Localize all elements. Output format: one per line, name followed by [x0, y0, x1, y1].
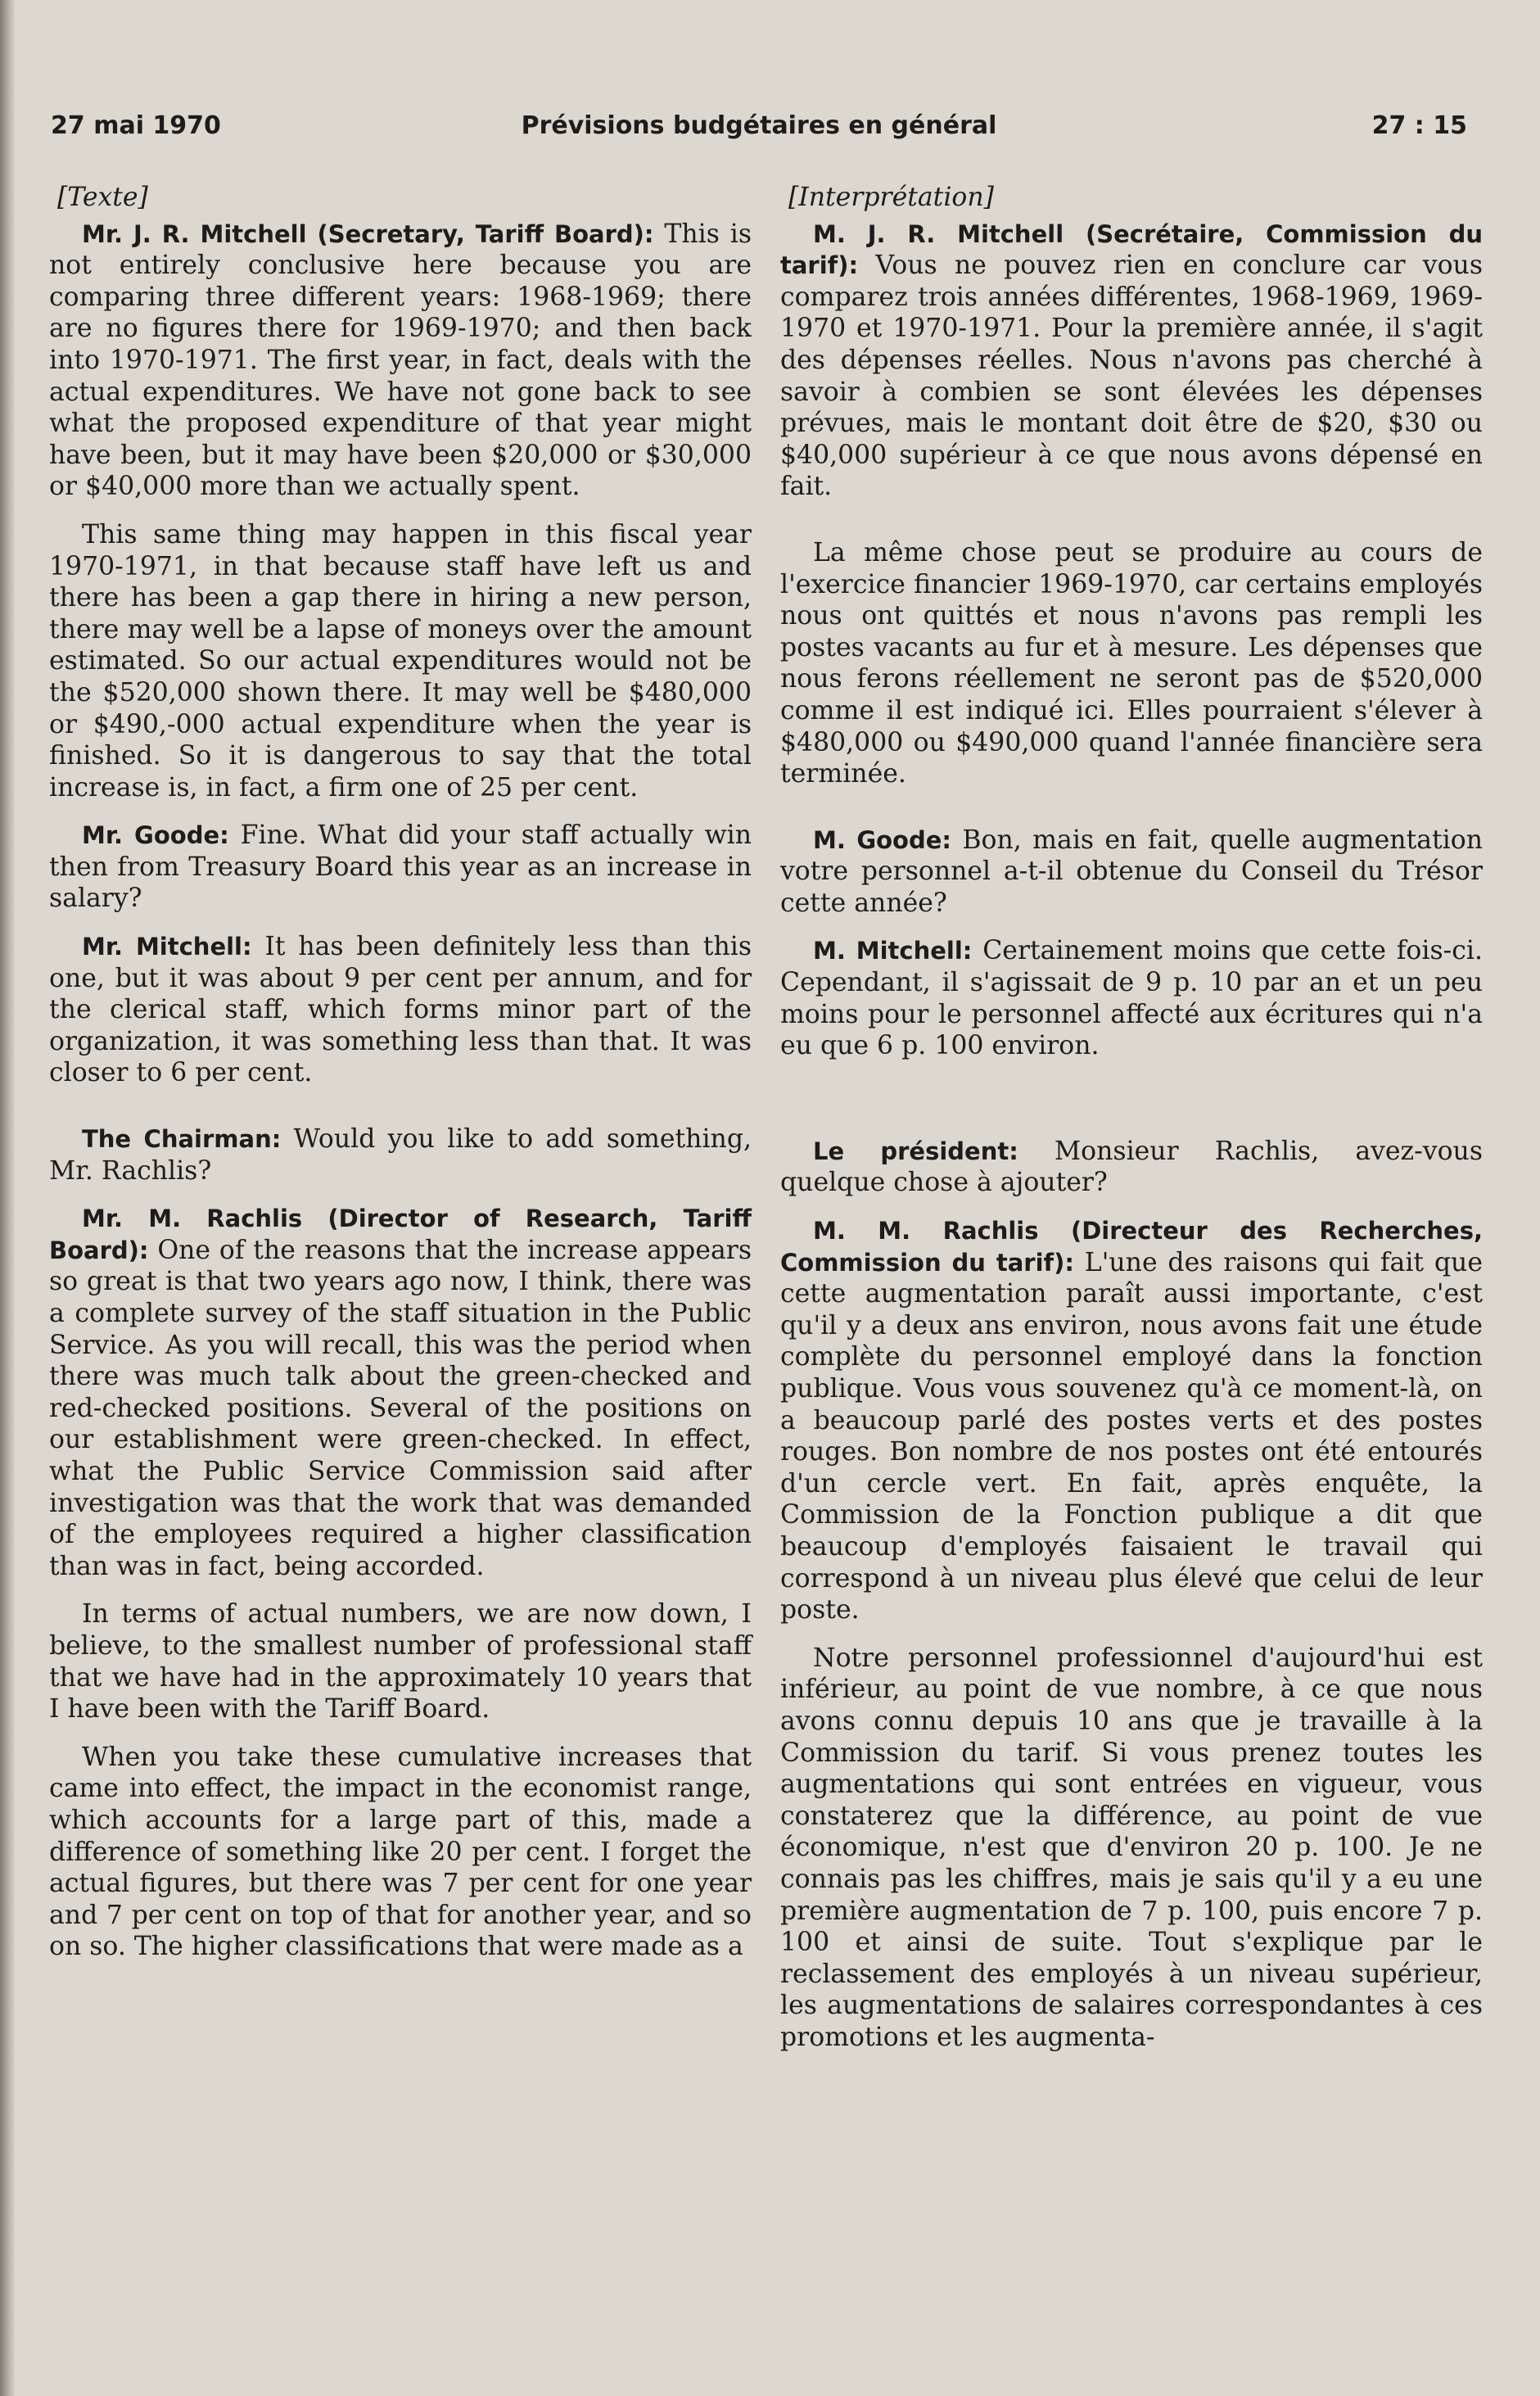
paragraph-text: Vous ne pouvez rien en conclure car vous comparez trois années différentes, 1968-1969, 1969-1970 et 1970-1971. Pour la première année, il s'agit des dépenses réelles. Nous n'avons pas cherché à savoir à combien se sont élevées les dépenses prévues, mais le montant doit être de $20, $30 ou $40,000 supérieur à ce que nous avons dépensé en fait.: [780, 251, 1483, 502]
paragraph: [49, 519, 752, 803]
french-tag: [Interprétation]: [788, 183, 994, 212]
paragraph: [780, 1215, 1483, 1626]
page-binding-shadow: [0, 0, 15, 2396]
paragraph: [780, 935, 1483, 1061]
speaker: M. J. R. Mitchell (Secrétaire, Commission du tarif):: [780, 219, 1483, 280]
paragraph: [49, 1203, 752, 1582]
speaker: Mr. Mitchell:: [82, 933, 252, 961]
paragraph: [780, 825, 1483, 920]
paragraph: [49, 1123, 752, 1187]
speaker: Mr. M. Rachlis (Director of Research, Tariff Board):: [49, 1205, 752, 1264]
paragraph-text: Would you like to add something, Mr. Rachlis?: [49, 1124, 752, 1186]
speaker: The Chairman:: [82, 1125, 282, 1154]
french-column: [780, 182, 1483, 2069]
paragraph-text: Certainement moins que cette fois-ci. Cependant, il s'agissait de 9 p. 10 par an et un peu moins pour le personnel affecté aux écritures qui n'a eu que 6 p. 100 environ.: [780, 936, 1483, 1061]
paragraph: [49, 1598, 752, 1725]
paragraph: [49, 820, 752, 915]
paragraph-text: Fine. What did your staff actually win then from Treasury Board this year as an increase in salary?: [49, 821, 752, 914]
paragraph-text: Notre personnel professionnel d'aujourd'hui est inférieur, au point de vue nombre, à ce que nous avons connu depuis 10 ans que je travaille à la Commission du tarif. Si vous prenez toutes les augmentations qui sont entrées en vigueur, vous constaterez que la différence, au point de vue économique, n'est que d'environ 20 p. 100. Je ne connais pas les chiffres, mais je sais qu'il y a eu une première augmentation de 7 p. 100, puis encore 7 p. 100 et ainsi de suite. Tout s'explique par le reclassement des employés à un niveau supérieur, les augmentations de salaires correspondantes à ces promotions et les augmenta-: [780, 1643, 1483, 2052]
paragraph-text: La même chose peut se produire au cours de l'exercice financier 1969-1970, car certains employés nous ont quittés et nous n'avons pas rempli les postes vacants au fur et à mesure. Les dépenses que nous ferons réellement ne seront pas de $520,000 comme il est indiqué ici. Elles pourraient s'élever à $480,000 ou $490,000 quand l'année financière sera terminée.: [780, 537, 1483, 789]
paragraph: [49, 219, 752, 503]
paragraph: [49, 1742, 752, 1963]
english-tag: [Texte]: [57, 183, 148, 212]
header-date: 27 mai 1970: [51, 111, 221, 140]
speaker: Mr. J. R. Mitchell (Secretary, Tariff Board):: [82, 219, 654, 248]
paragraph: [780, 219, 1483, 503]
paragraph: [780, 1136, 1483, 1199]
paragraph-text: When you take these cumulative increases that came into effect, the impact in the economist range, which accounts for a large part of this, made a difference of something like 20 per cent. I forget the actual figures, but there was 7 per cent for one year and 7 per cent on top of that for another year, and so on so. The higher classifications that were made as a: [49, 1742, 752, 1962]
paragraph-text: In terms of actual numbers, we are now down, I believe, to the smallest number of professional staff that we have had in the approximately 10 years that I have been with the Tariff Board.: [49, 1599, 752, 1725]
speaker: M. Mitchell:: [813, 937, 973, 965]
paragraph-text: One of the reasons that the increase appears so great is that two years ago now, I think, there was a complete survey of the staff situation in the Public Service. As you will recall, this was the period when there was much talk about the green-checked and red-checked positions. Several of the positions on our establishment were green-checked. In effect, what the Public Service Commission said after investigation was that the work that was demanded of the employees required a higher classification than was in fact, being accorded.: [49, 1235, 752, 1581]
page-header: [51, 111, 1467, 147]
paragraph-text: This is not entirely conclusive here because you are comparing three different years: 1968-1969; there are no figures there for 1969-1970; and then back into 1970-1971. The first year, in fact, deals with the actual expenditures. We have not gone back to see what the proposed expenditure of that year might have been, but it may have been $20,000 or $30,000 or $40,000 more than we actually spent.: [49, 219, 752, 502]
paragraph-text: L'une des raisons qui fait que cette augmentation paraît aussi importante, c'est qu'il y a deux ans environ, nous avons fait une étude complète du personnel employé dans la fonction publique. Vous vous souvenez qu'à ce moment-là, on a beaucoup parlé des postes verts et des postes rouges. Bon nombre de nos postes ont été entourés d'un cercle vert. En fait, après enquête, la Commission de la Fonction publique a dit que beaucoup d'employés faisaient le travail qui correspond à un niveau plus élevé que celui de leur poste.: [780, 1247, 1483, 1625]
paragraph: [780, 1643, 1483, 2054]
header-page-number: 27 : 15: [1371, 111, 1467, 140]
english-column: [49, 182, 752, 1979]
speaker: M. M. Rachlis (Directeur des Recherches, Commission du tarif):: [780, 1217, 1483, 1277]
speaker: Mr. Goode:: [82, 821, 229, 850]
paragraph-text: Monsieur Rachlis, avez-vous quelque chose à ajouter?: [780, 1136, 1483, 1198]
header-title: Prévisions budgétaires en général: [521, 111, 997, 140]
speaker: Le président:: [813, 1137, 1018, 1165]
paragraph: [49, 931, 752, 1089]
paragraph: [780, 537, 1483, 790]
paragraph-text: It has been definitely less than this one, but it was about 9 per cent per annum, and for the clerical staff, which forms minor part of the organization, it was something less than that. It was closer to 6 per cent.: [49, 932, 752, 1088]
paragraph-text: Bon, mais en fait, quelle augmentation votre personnel a-t-il obtenue du Conseil du Trésor cette année?: [780, 825, 1483, 918]
speaker: M. Goode:: [813, 825, 952, 854]
paragraph-text: This same thing may happen in this fiscal year 1970-1971, in that because staff have left us and there has been a gap there in hiring a new person, there may well be a lapse of moneys over the amount estimated. So our actual expenditures would not be the $520,000 shown there. It may well be $480,000 or $490,-000 actual expenditure when the year is finished. So it is dangerous to say that the total increase is, in fact, a firm one of 25 per cent.: [49, 519, 752, 802]
